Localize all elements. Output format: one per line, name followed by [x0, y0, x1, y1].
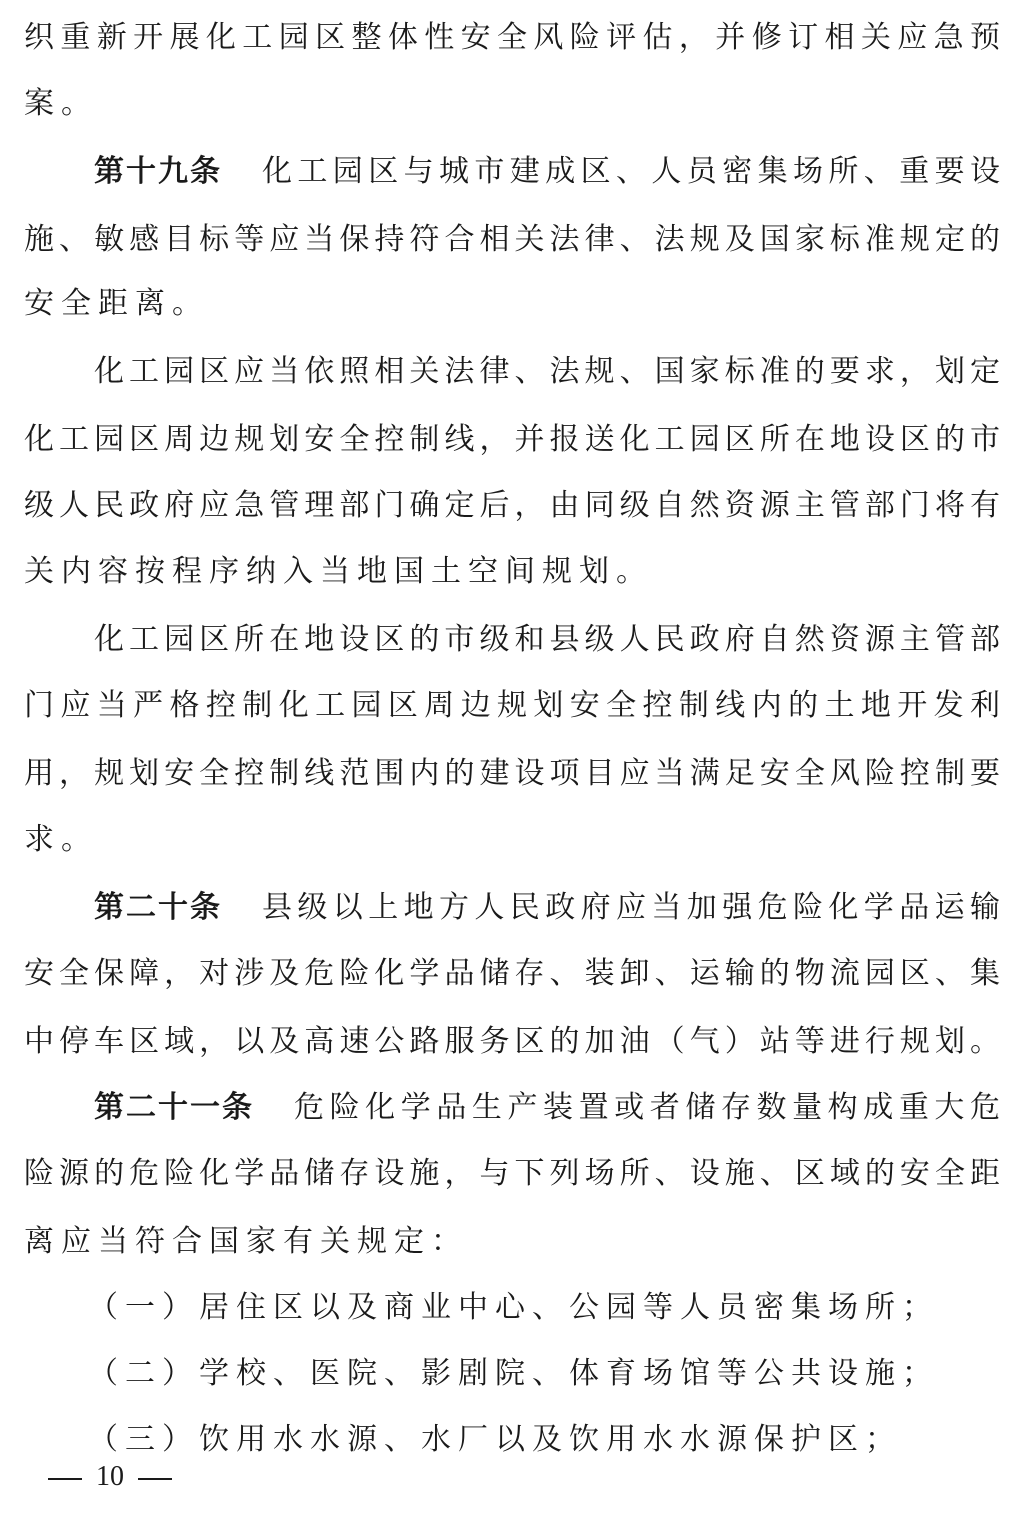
- text-line: [24, 684, 1000, 728]
- list-item-text: （一）居住区以及商业中心、公园等人员密集场所；: [88, 1290, 939, 1325]
- page-footer: [34, 1455, 186, 1499]
- paragraph-last-line: [24, 550, 1000, 594]
- article-line: [24, 150, 1000, 194]
- list-item-text: （二）学校、医院、影剧院、体育场馆等公共设施；: [88, 1356, 939, 1391]
- line-text: 离应当符合国家有关规定：: [24, 1224, 468, 1259]
- footer-dash-left: [48, 1478, 82, 1480]
- paragraph-first-line: [24, 350, 1000, 394]
- article-text: 化工园区与城市建成区、人员密集场所、重要设: [262, 154, 1000, 189]
- page-number: 10: [96, 1461, 124, 1492]
- line-text: 险源的危险化学品储存设施，与下列场所、设施、区域的安全距: [24, 1156, 1000, 1191]
- line-text: 中停车区域，以及高速公路服务区的加油（气）站等进行规划。: [24, 1024, 1000, 1059]
- text-line: [24, 484, 1000, 528]
- text-line: [24, 752, 1000, 796]
- paragraph-last-line: [24, 82, 1000, 126]
- line-text: 化工园区所在地设区的市级和县级人民政府自然资源主管部: [94, 622, 1000, 657]
- list-item: [24, 1286, 1000, 1330]
- line-text: 施、敏感目标等应当保持符合相关法律、法规及国家标准规定的: [24, 222, 1000, 257]
- line-text: 织重新开展化工园区整体性安全风险评估，并修订相关应急预: [24, 20, 1000, 55]
- line-text: 求。: [24, 822, 98, 857]
- article-line: [24, 886, 1000, 930]
- paragraph-last-line: [24, 282, 1000, 326]
- text-line: [24, 1020, 1000, 1064]
- line-text: 化工园区周边规划安全控制线，并报送化工园区所在地设区的市: [24, 422, 1000, 457]
- line-text: 级人民政府应急管理部门确定后，由同级自然资源主管部门将有: [24, 488, 1000, 523]
- article-heading: 第十九条: [94, 154, 222, 189]
- paragraph-last-line: [24, 1220, 1000, 1264]
- article-text: 县级以上地方人民政府应当加强危险化学品运输: [262, 890, 1000, 925]
- article-heading: 第二十条: [94, 890, 222, 925]
- paragraph-last-line: [24, 818, 1000, 862]
- line-text: 关内容按程序纳入当地国土空间规划。: [24, 554, 653, 589]
- text-line: [24, 1152, 1000, 1196]
- line-text: 化工园区应当依照相关法律、法规、国家标准的要求，划定: [94, 354, 1000, 389]
- article-text: 危险化学品生产装置或者储存数量构成重大危: [294, 1090, 1000, 1125]
- text-line: [24, 418, 1000, 462]
- article-heading: 第二十一条: [94, 1090, 254, 1125]
- line-text: 用，规划安全控制线范围内的建设项目应当满足安全风险控制要: [24, 756, 1000, 791]
- text-line: [24, 218, 1000, 262]
- line-text: 门应当严格控制化工园区周边规划安全控制线内的土地开发利: [24, 688, 1000, 723]
- text-line: [24, 16, 1000, 60]
- line-text: 安全距离。: [24, 286, 209, 321]
- list-item-text: （三）饮用水水源、水厂以及饮用水水源保护区；: [88, 1422, 902, 1457]
- text-line: [24, 952, 1000, 996]
- line-text: 安全保障，对涉及危险化学品储存、装卸、运输的物流园区、集: [24, 956, 1000, 991]
- line-text: 案。: [24, 86, 98, 121]
- paragraph-first-line: [24, 618, 1000, 662]
- footer-dash-right: [138, 1478, 172, 1480]
- list-item: [24, 1352, 1000, 1396]
- article-line: [24, 1086, 1000, 1130]
